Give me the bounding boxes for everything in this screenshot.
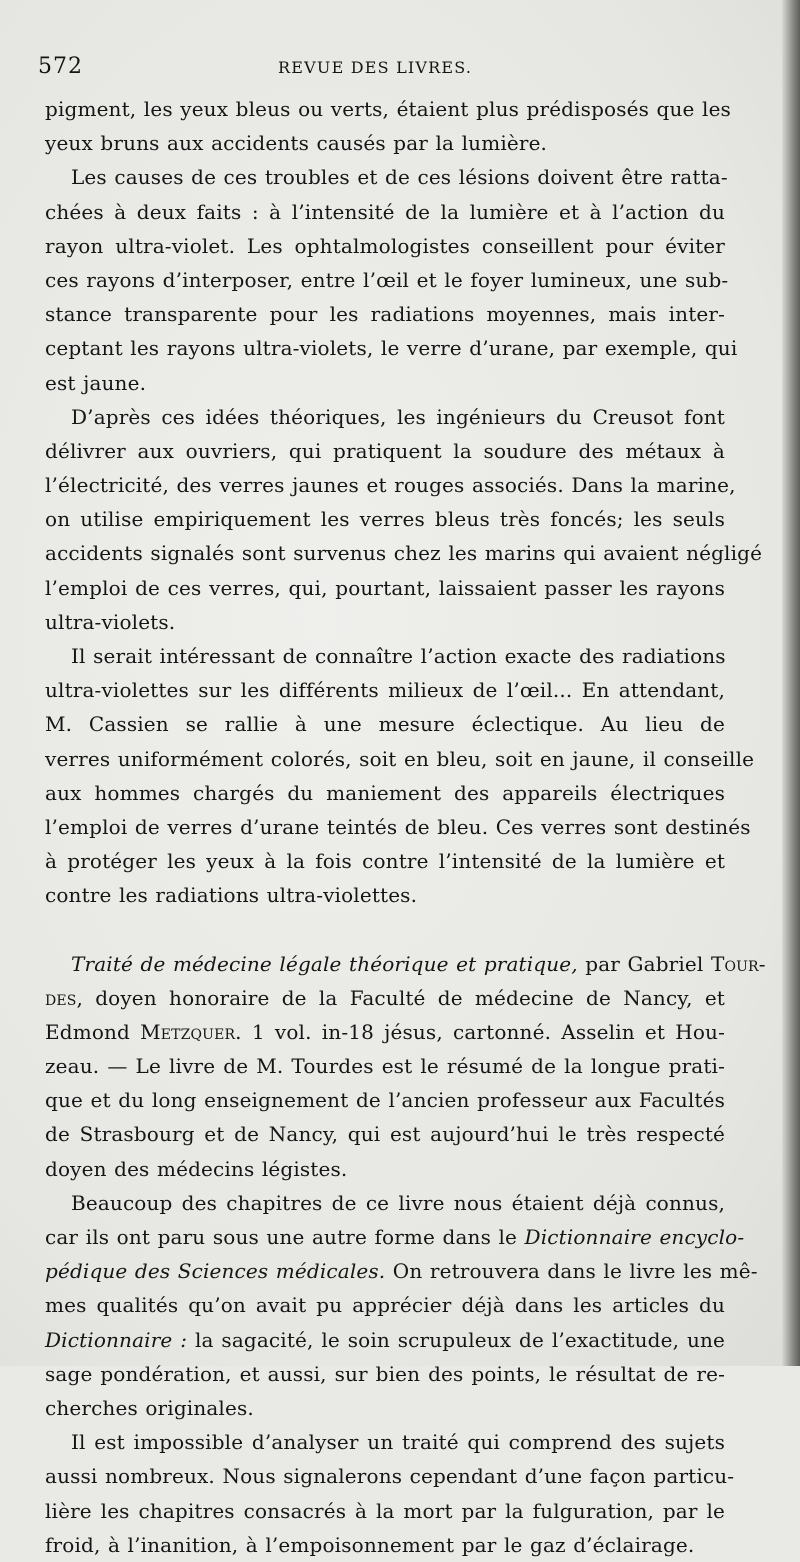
text-line: ultra-violettes sur les différents milieux de l’œil... En attendant, [45, 678, 725, 703]
text-span: On retrouvera dans le livre les mê- [385, 1259, 758, 1284]
text-line: Il est impossible d’analyser un traité qui comprend des sujets [71, 1430, 725, 1455]
italic-reference: Dictionnaire : [45, 1327, 188, 1352]
text-line: aussi nombreux. Nous signalerons cependant d’une façon particu- [45, 1464, 735, 1489]
text-line: mes qualités qu’on avait pu apprécier déjà dans les articles du [45, 1293, 725, 1318]
text-line [45, 947, 766, 981]
page-edge-shadow [782, 0, 800, 1366]
running-title: REVUE DES LIVRES. [278, 58, 473, 77]
text-line: Il serait intéressant de connaître l’action exacte des radiations [71, 644, 726, 668]
text-line: Les causes de ces troubles et de ces lésions doivent être ratta- [71, 165, 728, 190]
text-line: Beaucoup des chapitres de ce livre nous étaient déjà connus, [71, 1190, 725, 1215]
text-line: chées à deux faits : à l’intensité de la lumière et à l’action du [45, 199, 725, 224]
text-line: accidents signalés sont survenus chez les marins qui avaient négligé [45, 541, 763, 566]
text-span: , doyen honoraire de la Faculté de médecine de Nancy, et [76, 985, 725, 1010]
text-line: à protéger les yeux à la fois contre l’intensité de la lumière et [45, 849, 725, 874]
text-line: yeux bruns aux accidents causés par la lumière. [45, 131, 548, 156]
text-line [45, 1220, 745, 1254]
text-line: D’après ces idées théoriques, les ingénieurs du Creusot font [71, 404, 725, 429]
section-gap [45, 913, 725, 947]
text-span: Edmond [45, 1019, 141, 1044]
text-line: l’emploi de ces verres, qui, pourtant, laissaient passer les rayons [45, 575, 725, 600]
text-line: stance transparente pour les radiations moyennes, mais inter- [45, 302, 725, 327]
text-line: zeau. — Le livre de M. Tourdes est le résumé de la longue prati- [45, 1054, 725, 1079]
text-line: de Strasbourg et de Nancy, qui est aujourd’hui le très respecté [45, 1122, 725, 1147]
text-span: . 1 vol. in-18 jésus, cartonné. Asselin et Hou- [235, 1019, 725, 1044]
book-title: Traité de médecine légale théorique et pratique, [71, 951, 578, 976]
text-line: lière les chapitres consacrés à la mort par la fulguration, par le [45, 1498, 725, 1523]
text-line: rayon ultra-violet. Les ophtalmologistes conseillent pour éviter [45, 233, 725, 258]
page-header [38, 52, 738, 84]
text-line: ultra-violets. [45, 609, 176, 634]
text-line: que et du long enseignement de l’ancien professeur aux Facultés [45, 1088, 725, 1113]
text-body [45, 92, 766, 1562]
text-span: la sagacité, le soin scrupuleux de l’exactitude, une [187, 1327, 725, 1352]
text-line: l’électricité, des verres jaunes et rouges associés. Dans la marine, [45, 473, 736, 498]
page-number: 572 [38, 54, 83, 79]
author-name: Tour- [710, 951, 766, 976]
text-line: cherches originales. [45, 1395, 254, 1420]
text-line: contre les radiations ultra-violettes. [45, 883, 418, 908]
text-line: verres uniformément colorés, soit en bleu, soit en jaune, il conseille [45, 746, 755, 771]
text-line [45, 1254, 758, 1288]
text-line: ces rayons d’interposer, entre l’œil et le foyer lumineux, une sub- [45, 267, 729, 292]
text-line: doyen des médecins légistes. [45, 1156, 348, 1181]
text-line [45, 1015, 725, 1049]
text-line: froid, à l’inanition, à l’empoisonnement par le gaz d’éclairage. [45, 1532, 695, 1557]
text-line [45, 1323, 725, 1357]
text-line: pigment, les yeux bleus ou verts, étaient plus prédisposés que les [45, 97, 731, 121]
italic-reference: pédique des Sciences médicales. [45, 1259, 386, 1284]
text-line: est jaune. [45, 370, 147, 395]
author-name: des [45, 985, 77, 1010]
text-span: car ils ont paru sous une autre forme dans le [45, 1225, 525, 1249]
author-name: Metzquer [140, 1019, 236, 1044]
text-line: délivrer aux ouvriers, qui pratiquent la soudure des métaux à [45, 438, 725, 463]
text-line: M. Cassien se rallie à une mesure éclectique. Au lieu de [45, 712, 725, 737]
text-line [45, 981, 725, 1015]
text-line: ceptant les rayons ultra-violets, le verre d’urane, par exemple, qui [45, 336, 738, 361]
italic-reference: Dictionnaire encyclo- [524, 1225, 745, 1249]
text-span: par Gabriel [577, 951, 711, 976]
text-line: l’emploi de verres d’urane teintés de bleu. Ces verres sont destinés [45, 814, 751, 839]
text-line: aux hommes chargés du maniement des appareils électriques [45, 780, 725, 805]
text-line: on utilise empiriquement les verres bleus très foncés; les seuls [45, 507, 725, 532]
text-line: sage pondération, et aussi, sur bien des points, le résultat de re- [45, 1361, 725, 1386]
